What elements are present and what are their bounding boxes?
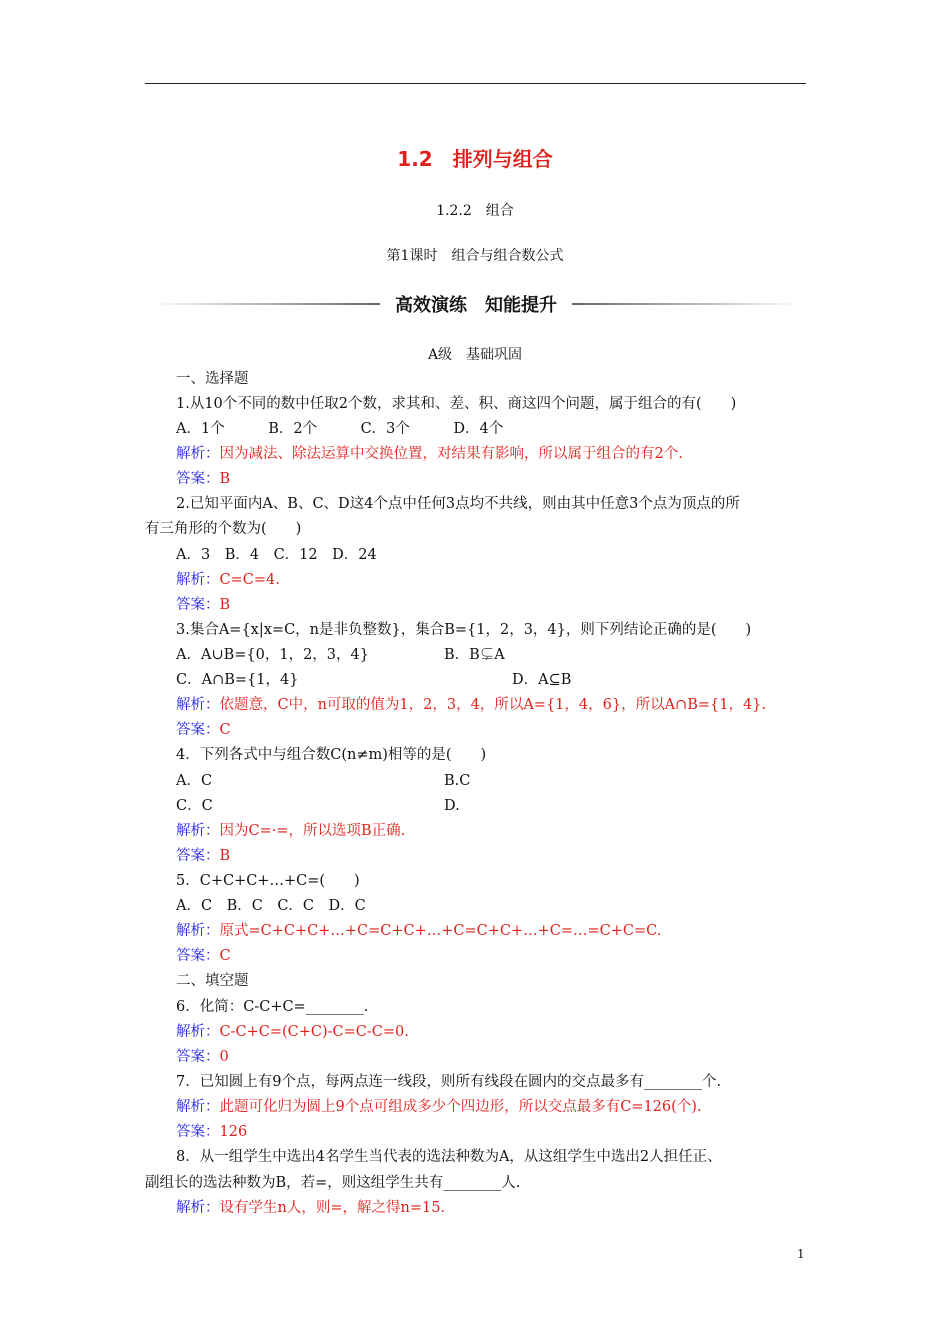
- header-rule: [145, 83, 806, 84]
- q4-option-a: A．C: [176, 773, 213, 789]
- q6-stem: 6．化简：C-C+C=________.: [176, 999, 369, 1015]
- q1-analysis: 因为减法、除法运算中交换位置，对结果有影响，所以属于组合的有2个.: [219, 446, 683, 462]
- analysis-label: 解析：: [176, 697, 220, 713]
- q3-analysis: 依题意，C中，n可取的值为1，2，3，4，所以A={1，4，6}，所以A∩B={1，4}.: [219, 697, 767, 713]
- subsection-title: 1.2.2 组合: [436, 203, 514, 219]
- q7-analysis: 此题可化归为圆上9个点可组成多少个四边形，所以交点最多有C=126(个).: [219, 1099, 702, 1115]
- q1-options: A．1个 B．2个 C．3个 D．4个: [176, 421, 504, 437]
- level-heading: A级 基础巩固: [427, 347, 523, 363]
- q6-analysis-line: [176, 1023, 409, 1041]
- q3-stem: 3.集合A={x|x=C，n是非负整数}，集合B={1，2，3，4}，则下列结论正确的是( ): [176, 622, 752, 638]
- q4-stem: 4．下列各式中与组合数C(n≠m)相等的是( ): [176, 747, 487, 763]
- q3-option-b: B．B⊊A: [444, 647, 505, 663]
- analysis-label: 解析：: [176, 572, 220, 588]
- q2-stem-line2: 有三角形的个数为( ): [145, 521, 302, 537]
- analysis-label: 解析：: [176, 446, 220, 462]
- q5-answer: C: [219, 948, 231, 964]
- q7-answer-line: [176, 1123, 247, 1141]
- answer-label: 答案：: [176, 948, 220, 964]
- q8-analysis: 设有学生n人，则=，解之得n=15.: [219, 1200, 446, 1216]
- q7-stem: 7．已知圆上有9个点，每两点连一线段，则所有线段在圆内的交点最多有________个.: [176, 1074, 722, 1090]
- analysis-label: 解析：: [176, 1099, 220, 1115]
- analysis-label: 解析：: [176, 923, 220, 939]
- answer-label: 答案：: [176, 722, 220, 738]
- q1-answer: B: [219, 471, 231, 487]
- q1-stem: 1.从10个不同的数中任取2个数，求其和、差、积、商这四个问题，属于组合的有( ): [176, 396, 737, 412]
- section-title: 1.2 排列与组合: [397, 147, 553, 171]
- q3-answer: C: [219, 722, 231, 738]
- q4-option-c: C．C: [176, 798, 213, 814]
- q4-answer-line: [176, 847, 230, 865]
- q8-stem-line2: 副组长的选法种数为B，若=，则这组学生共有________人.: [145, 1175, 521, 1191]
- analysis-label: 解析：: [176, 1024, 220, 1040]
- q4-option-d: D.: [444, 798, 460, 814]
- q7-analysis-line: [176, 1098, 702, 1116]
- q5-options: A．C B．C C．C D．C: [176, 898, 366, 914]
- q3-option-a: A．A∪B={0，1，2，3，4}: [176, 647, 369, 663]
- q2-stem-line1: 2.已知平面内A、B、C、D这4个点中任何3点均不共线，则由其中任意3个点为顶点的所: [176, 496, 740, 512]
- answer-label: 答案：: [176, 597, 220, 613]
- banner-title: 高效演练 知能提升: [395, 295, 557, 316]
- q3-analysis-line: [176, 696, 766, 714]
- q6-answer-line: [176, 1048, 229, 1066]
- q5-stem: 5．C+C+C+…+C=( ): [176, 873, 360, 889]
- q2-answer: B: [219, 597, 231, 613]
- q8-analysis-line: [176, 1199, 445, 1217]
- q2-analysis-line: [176, 571, 280, 589]
- q4-answer: B: [219, 848, 231, 864]
- q5-answer-line: [176, 947, 231, 965]
- q2-answer-line: [176, 596, 230, 614]
- q2-options: A．3 B．4 C．12 D．24: [176, 547, 377, 563]
- q4-analysis-line: [176, 822, 405, 840]
- lesson-title: 第1课时 组合与组合数公式: [386, 248, 564, 264]
- q1-answer-line: [176, 470, 230, 488]
- banner-left-rule: [148, 303, 380, 305]
- q5-analysis-line: [176, 922, 661, 940]
- q3-option-c: C．A∩B={1，4}: [176, 672, 299, 688]
- section-heading-choice: 一、选择题: [176, 371, 249, 387]
- answer-label: 答案：: [176, 1124, 220, 1140]
- banner-right-rule: [572, 303, 804, 305]
- analysis-label: 解析：: [176, 823, 220, 839]
- q8-stem-line1: 8．从一组学生中选出4名学生当代表的选法种数为A，从这组学生中选出2人担任正、: [176, 1149, 722, 1165]
- answer-label: 答案：: [176, 1049, 220, 1065]
- q3-option-d: D．A⊆B: [512, 672, 572, 688]
- page-number: 1: [797, 1247, 805, 1261]
- q7-answer: 126: [219, 1124, 248, 1140]
- q6-answer: 0: [219, 1049, 229, 1065]
- answer-label: 答案：: [176, 848, 220, 864]
- q4-analysis: 因为C=·=，所以选项B正确.: [219, 823, 406, 839]
- section-heading-fill: 二、填空题: [176, 973, 249, 989]
- q3-answer-line: [176, 721, 231, 739]
- q2-analysis: C=C=4.: [219, 572, 280, 588]
- q4-option-b: B.C: [444, 773, 471, 789]
- q1-analysis-line: [176, 445, 683, 463]
- analysis-label: 解析：: [176, 1200, 220, 1216]
- answer-label: 答案：: [176, 471, 220, 487]
- q6-analysis: C-C+C=(C+C)-C=C-C=0.: [219, 1024, 409, 1040]
- q5-analysis: 原式=C+C+C+…+C=C+C+…+C=C+C+…+C=…=C+C=C.: [219, 923, 662, 939]
